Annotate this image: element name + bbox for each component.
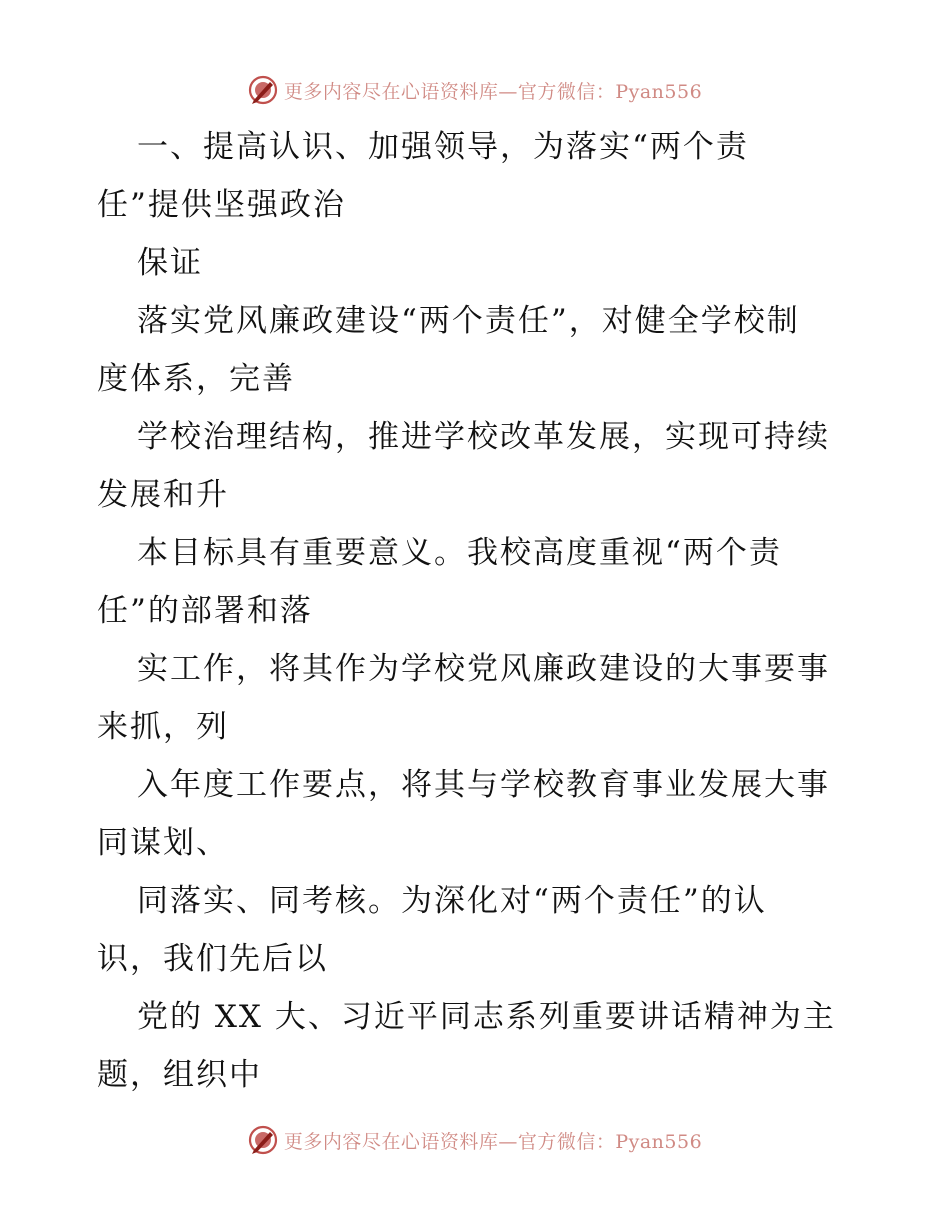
text-line: 保证 — [137, 245, 203, 281]
text-line: 实工作，将其作为学校党风廉政建设的大事要事 — [137, 651, 830, 687]
text-line: 入年度工作要点，将其与学校教育事业发展大事 — [137, 767, 830, 803]
document-body — [97, 118, 867, 1104]
text-line: 度体系，完善 — [97, 361, 295, 397]
watermark-text: 更多内容尽在心语资料库—官方微信：Pyan556 — [283, 80, 703, 103]
text-line: 发展和升 — [97, 477, 229, 513]
text-line: 党的 XX 大、习近平同志系列重要讲话精神为主 — [137, 999, 836, 1035]
text-line: 来抓，列 — [97, 709, 229, 745]
text-line: 同谋划、 — [97, 825, 229, 861]
text-line: 任”的部署和落 — [97, 593, 313, 629]
text-line: 识，我们先后以 — [97, 941, 328, 977]
footer-watermark — [0, 1120, 950, 1160]
header-watermark — [0, 70, 950, 110]
text-line: 任”提供坚强政治 — [97, 187, 346, 223]
watermark-text: 更多内容尽在心语资料库—官方微信：Pyan556 — [283, 1130, 703, 1153]
text-line: 学校治理结构，推进学校改革发展，实现可持续 — [137, 419, 830, 455]
red-pen-seal-icon — [248, 1125, 278, 1155]
text-line: 同落实、同考核。为深化对“两个责任”的认 — [137, 883, 767, 919]
text-line: 题，组织中 — [97, 1057, 262, 1093]
text-line: 一、提高认识、加强领导，为落实“两个责 — [137, 129, 749, 165]
text-line: 本目标具有重要意义。我校高度重视“两个责 — [137, 535, 782, 571]
text-line: 落实党风廉政建设“两个责任”，对健全学校制 — [137, 303, 800, 339]
red-pen-seal-icon — [248, 75, 278, 105]
